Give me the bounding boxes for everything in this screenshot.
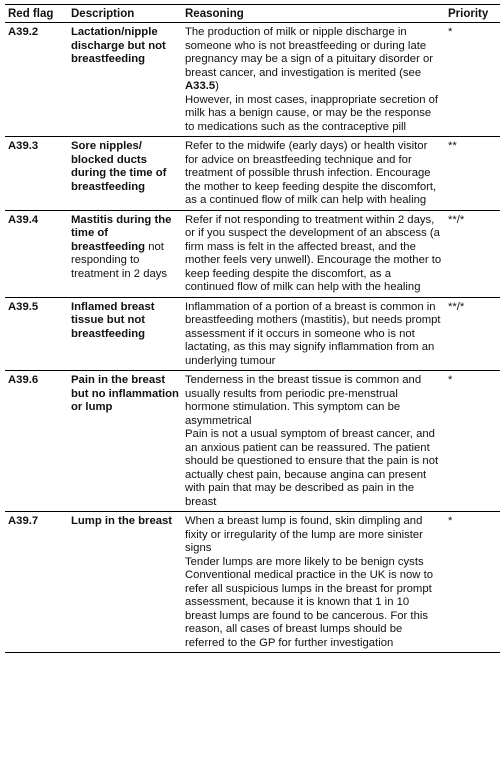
reasoning-cell <box>182 512 445 653</box>
table-row <box>5 512 500 653</box>
reasoning-cell <box>182 371 445 512</box>
reasoning-paragraph <box>185 374 442 428</box>
reasoning-paragraph <box>185 94 442 135</box>
red-flag-table <box>5 4 500 653</box>
reasoning-cell <box>182 210 445 297</box>
description-bold: Lump in the breast <box>71 515 173 527</box>
priority-cell: * <box>445 23 500 137</box>
reasoning-cell <box>182 297 445 371</box>
cross-reference: A33.5 <box>185 80 216 92</box>
reasoning-text: Conventional medical practice in the UK is now to refer all suspicious lumps in the breast for prompt assessment, because it is known that 1 in 10 breast lumps are found to be cancerous. For this reason, all cases of breast lumps should be referred to the GP for further investigation <box>185 569 434 649</box>
reasoning-paragraph <box>185 214 442 295</box>
description-cell <box>68 23 182 137</box>
red-flag-code: A39.5 <box>5 297 68 371</box>
description-cell <box>68 512 182 653</box>
header-priority: Priority <box>445 5 500 23</box>
description-cell <box>68 137 182 211</box>
red-flag-code: A39.7 <box>5 512 68 653</box>
priority-cell: * <box>445 512 500 653</box>
reasoning-text: However, in most cases, inappropriate secretion of milk has a benign cause, or may be the response to medications such as the contraceptive pill <box>185 93 439 133</box>
reasoning-text: The production of milk or nipple discharge in someone who is not breastfeeding or during late pregnancy may be a sign of a pituitary disorder or breast cancer, and investigation is merited (see <box>185 26 434 79</box>
reasoning-text: Tender lumps are more likely to be benign cysts <box>185 555 424 568</box>
description-bold: Pain in the breast but no inflammation or lump <box>71 374 179 413</box>
table-row <box>5 371 500 512</box>
header-red-flag: Red flag <box>5 5 68 23</box>
description-cell <box>68 371 182 512</box>
description-cell <box>68 210 182 297</box>
reasoning-text: Refer if not responding to treatment within 2 days, or if you suspect the development of an abscess (a firm mass is felt in the affected breast, and the mother feels very unwell). Encourage the mother to keep feeding despite the discomfort, as a continued flow of milk can help with the healing <box>185 213 442 293</box>
description-bold: Sore nipples/ blocked ducts during the time of breastfeeding <box>71 140 167 193</box>
reasoning-paragraph <box>185 569 442 650</box>
table-row <box>5 297 500 371</box>
reasoning-paragraph <box>185 26 442 94</box>
red-flag-code: A39.6 <box>5 371 68 512</box>
description-bold: Lactation/nipple discharge but not breastfeeding <box>71 26 166 65</box>
reasoning-text: Refer to the midwife (early days) or health visitor for advice on breastfeeding technique and for treatment of possible thrush infection. Encourage the mother to keep feeding despite the discomfort, as a continued flow of milk can help with healing <box>185 140 437 206</box>
header-description: Description <box>68 5 182 23</box>
table-body <box>5 23 500 653</box>
red-flag-code: A39.3 <box>5 137 68 211</box>
reasoning-text: Inflammation of a portion of a breast is common in breastfeeding mothers (mastitis), but needs prompt assessment if it occurs in someone who is not lactating, as this may signify inflammation from an underlying tumour <box>185 300 441 367</box>
reasoning-text: ) <box>215 80 219 92</box>
reasoning-paragraph <box>185 140 442 208</box>
reasoning-cell <box>182 137 445 211</box>
description-bold: Inflamed breast tissue but not breastfeeding <box>71 300 155 340</box>
priority-cell: ** <box>445 137 500 211</box>
description-normal: not responding to treatment in 2 days <box>71 240 168 280</box>
table-row <box>5 210 500 297</box>
priority-cell: **/* <box>445 297 500 371</box>
table-header-row <box>5 5 500 23</box>
red-flag-code: A39.4 <box>5 210 68 297</box>
reasoning-paragraph <box>185 428 442 509</box>
table-row <box>5 23 500 137</box>
red-flag-code: A39.2 <box>5 23 68 137</box>
priority-cell: **/* <box>445 210 500 297</box>
reasoning-cell <box>182 23 445 137</box>
reasoning-text: Pain is not a usual symptom of breast cancer, and an anxious patient can be reassured. The patient should be questioned to ensure that the pain is not actually chest pain, because angina can present with pain that may be described as pain in the breast <box>185 428 439 508</box>
reasoning-paragraph <box>185 515 442 556</box>
reasoning-text: When a breast lump is found, skin dimpling and fixity or irregularity of the lump are more sinister signs <box>185 515 423 554</box>
reasoning-paragraph <box>185 301 442 369</box>
priority-cell: * <box>445 371 500 512</box>
header-reasoning: Reasoning <box>182 5 445 23</box>
description-cell <box>68 297 182 371</box>
reasoning-paragraph <box>185 556 442 570</box>
reasoning-text: Tenderness in the breast tissue is common and usually results from periodic pre-menstrual hormone stimulation. This symptom can be asymmetrical <box>185 374 422 427</box>
description-bold: Mastitis during the time of breastfeeding <box>71 213 172 253</box>
table-row <box>5 137 500 211</box>
